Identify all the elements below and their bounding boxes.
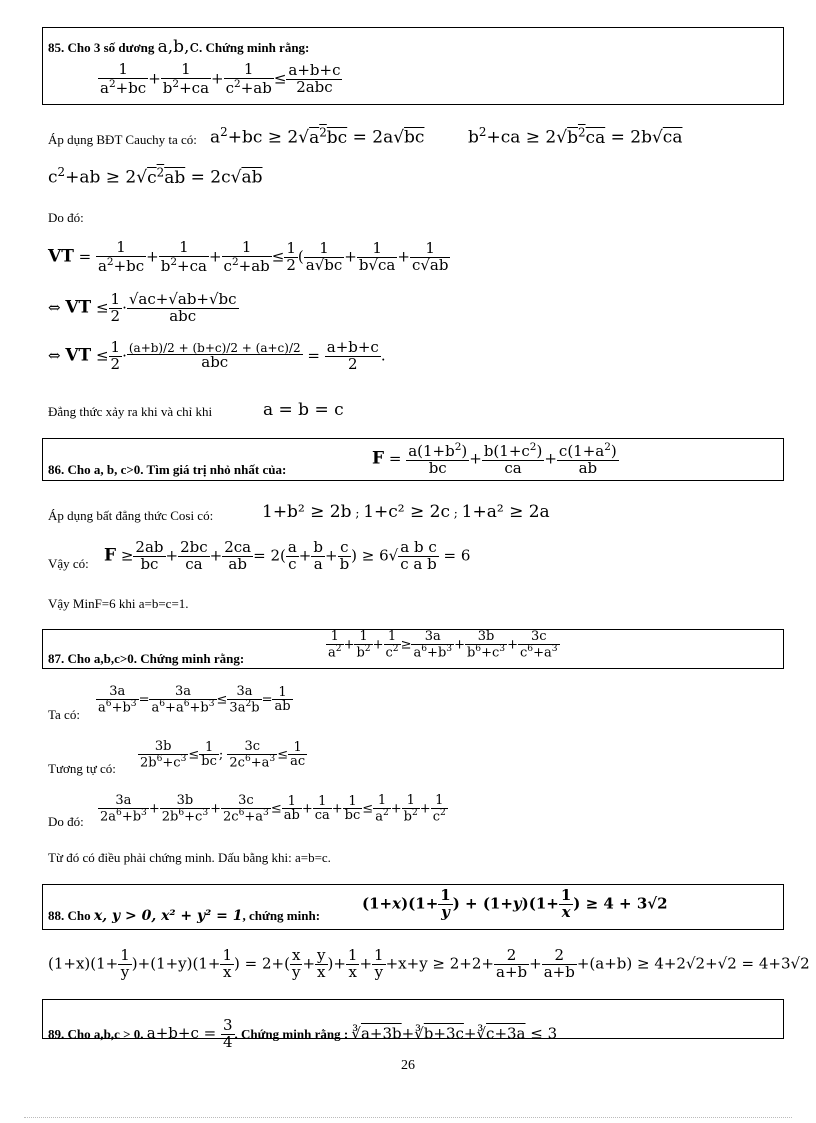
p85-equality-text: Đẳng thức xảy ra khi và chỉ khi (48, 404, 213, 419)
p87-step-3: $\frac{3a}{2a^6+b^3}$ + $\frac{3b}{2b^6+c^3}$ + $\frac{3c}{2c^6+a^3}$ ≤ $\frac{1}{ab}$ + $\frac{1}{ca}$ + $\frac{1}{bc}$ ≤ $\frac{1}{a^2}$ + $\frac{1}{b^2}$ + $\frac{1}{c^2}$ (100, 793, 446, 824)
p87-do-do: Do đó: (48, 814, 84, 829)
p85-vt-line-3: ⇔ VT ≤ $\frac{1}{2}$ · $\frac{(a+b)/2 + (b+c)/2 + (a+c)/2}{\text{abc}}$ = $\frac{a+b+c}{2}$ . (48, 338, 386, 373)
p87-heading: 87. Cho a,b,c>0. Chứng minh rằng: (48, 651, 245, 666)
p85-do-do: Do đó: (48, 210, 84, 225)
p86-vay-co: Vậy có: (48, 556, 89, 571)
p85-cauchy-2: $b^2+ca \ge 2√b^2ca = 2b√ca$ (468, 125, 683, 148)
page-bottom-divider (24, 1117, 792, 1118)
p87-step-1: $\frac{3a}{a^6+b^3}$ = $\frac{3a}{a^6+a^6+b^3}$ ≤ $\frac{3a}{3a^2b}$ = $\frac{1}{ab}$ (98, 684, 291, 715)
p85-cauchy-3: $c^2+ab \ge 2√c^2ab = 2c√ab$ (48, 165, 263, 188)
p87-ta-co: Ta có: (48, 707, 80, 722)
p86-heading: 86. Cho a, b, c>0. Tìm giá trị nhỏ nhất của: (48, 462, 287, 477)
p85-cauchy-1: $a^2+bc \ge 2√a^2bc = 2a√bc$ (210, 125, 425, 148)
p86-conclusion: Vậy MinF=6 khi a=b=c=1. (48, 596, 189, 611)
p89-heading: 89. Cho a,b,c > 0. a+b+c = $\frac{3}{4}$ . Chứng minh rằng : ∛a+3b+∛b+3c+∛c+3a ≤ 3 (48, 1016, 558, 1051)
p87-tuong-tu: Tương tự có: (48, 761, 116, 776)
p87-inequality: $\frac{1}{a^2}$ + $\frac{1}{b^2}$ + $\frac{1}{c^2}$ ≥ $\frac{3a}{a^6+b^3}$ + $\frac{3b}{b^6+c^3}$ + $\frac{3c}{c^6+a^3}$ (328, 629, 558, 660)
page-number: 26 (401, 1058, 415, 1073)
p85-equality-math: a = b = c (263, 400, 344, 420)
p86-cosi: 1+b² ≥ 2b ; 1+c² ≥ 2c ; 1+a² ≥ 2a (262, 502, 550, 522)
p88-inequality: (1+x)(1+ $\frac{1}{y}$ ) + (1+y)(1+ $\frac{1}{x}$ ) ≥ 4 + 3√2 (362, 886, 668, 921)
p86-apply-text: Áp dụng bất đẳng thức Cosi có: (48, 508, 214, 523)
p87-step-2: $\frac{3b}{2b^6+c^3}$ ≤ $\frac{1}{bc}$ ; $\frac{3c}{2c^6+a^3}$ ≤ $\frac{1}{ac}$ (140, 739, 306, 770)
p85-inequality: $\frac{1}{a^2+bc}$ + $\frac{1}{b^2+ca}$ + $\frac{1}{c^2+ab}$ ≤ $\frac{a+b+c}{\text{2abc}}$ (100, 60, 341, 97)
p86-chain: F ≥ $\frac{2ab}{bc}$ + $\frac{2bc}{ca}$ + $\frac{2ca}{ab}$ = 2( $\frac{a}{c}$ + $\frac{b}{a}$ + $\frac{c}{b}$ ) ≥ 6√ $\frac{\text{a b c}}{\text{c a b}}$ = 6 (104, 538, 471, 573)
p88-heading: 88. Cho x, y > 0, x² + y² = 1, chứng minh: (48, 908, 321, 924)
p86-expression: F = $\frac{a(1+b^2)}{bc}$ + $\frac{b(1+c^2)}{ca}$ + $\frac{c(1+a^2)}{ab}$ (372, 441, 617, 477)
p85-vt-line-1: VT = $\frac{1}{a^2+bc}$ + $\frac{1}{b^2+ca}$ + $\frac{1}{c^2+ab}$ ≤ $\frac{1}{2}$ ( $\frac{1}{a√bc}$ + $\frac{1}{b√ca}$ + $\frac{1}{c√ab}$ (48, 238, 449, 275)
p85-apply-text: Áp dụng BĐT Cauchy ta có: (48, 132, 197, 147)
p85-vt-line-2: ⇔ VT ≤ $\frac{1}{2}$ · $\frac{√ac+√ab+√bc}{\text{abc}}$ (48, 290, 237, 325)
p88-proof: (1+x)(1+ $\frac{1}{y}$ )+(1+y)(1+ $\frac{1}{x}$ ) = 2+( $\frac{x}{y}$ + $\frac{y}{x}$ )+ $\frac{1}{x}$ + $\frac{1}{y}$ +x+y ≥ 2+2+ $\frac{2}{a+b}$ + $\frac{2}{a+b}$ +(a+b) ≥ 4+2√2+√2 = 4+3√2 (48, 946, 810, 981)
p87-conclusion: Từ đó có điều phải chứng minh. Dấu bằng khi: a=b=c. (48, 850, 331, 865)
p85-heading: 85. Cho 3 số dương a,b,c. Chứng minh rằng: (48, 37, 310, 57)
